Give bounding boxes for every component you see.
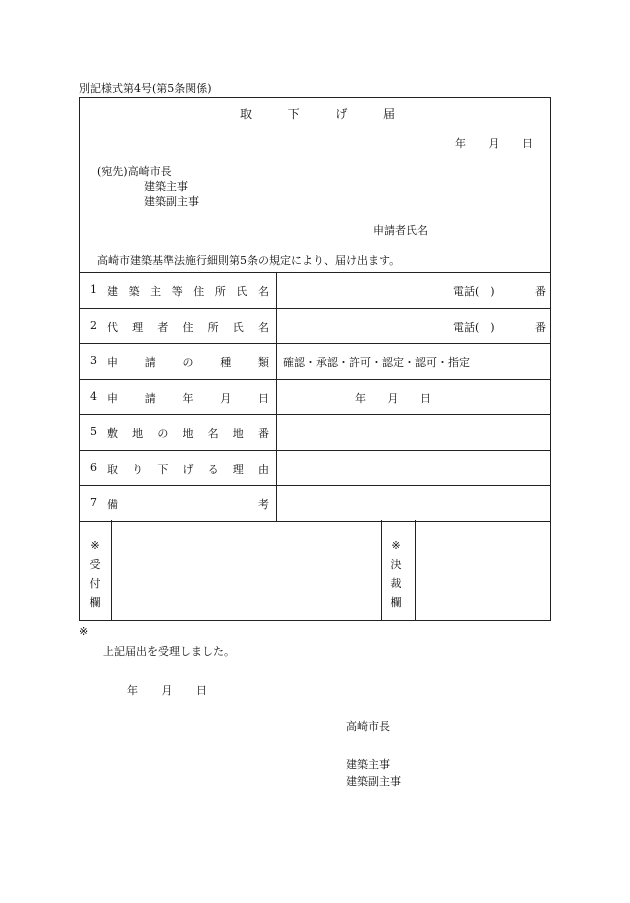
addressee-mayor: 高崎市長 bbox=[127, 165, 172, 178]
row-label-char: 請 bbox=[144, 356, 156, 369]
row-label-char: 氏 bbox=[232, 320, 244, 334]
row-label-char: 氏 bbox=[236, 285, 248, 298]
row-label-char: 番 bbox=[257, 427, 269, 440]
decision-char: ※ bbox=[391, 539, 401, 552]
row-label-char: 種 bbox=[220, 356, 232, 369]
row-label-char: 築 bbox=[128, 285, 140, 298]
footer-deputy-official: 建築副主事 bbox=[346, 775, 401, 788]
addressee-official: 建築主事 bbox=[144, 180, 188, 193]
row-separator bbox=[80, 414, 550, 415]
row-label-char: 理 bbox=[232, 462, 244, 476]
row-label bbox=[107, 425, 269, 441]
row-separator bbox=[80, 485, 550, 486]
phone-number-suffix: 番 bbox=[535, 285, 546, 298]
row-label-char: 所 bbox=[214, 285, 226, 298]
phone-label: 電話( ) bbox=[453, 285, 495, 298]
form-title bbox=[240, 105, 395, 122]
row-label-char: 申 bbox=[107, 356, 118, 369]
row-number: 7 bbox=[90, 496, 97, 509]
reception-char: 欄 bbox=[89, 596, 101, 609]
applicant-name-label: 申請者氏名 bbox=[373, 224, 428, 237]
row-label-char: 月 bbox=[220, 391, 232, 405]
row-label-char: 備 bbox=[107, 498, 118, 511]
row-column-divider bbox=[276, 414, 277, 450]
row-separator bbox=[80, 450, 550, 451]
reception-char: 受 bbox=[89, 558, 101, 571]
title-char: 下 bbox=[287, 107, 300, 121]
row-label-char: の bbox=[182, 356, 194, 369]
row-label-char: 年 bbox=[182, 391, 194, 405]
decision-char: 裁 bbox=[390, 577, 402, 590]
row-label-char: 名 bbox=[207, 427, 219, 440]
row-number: 1 bbox=[90, 283, 97, 296]
row-label bbox=[107, 390, 269, 406]
row-separator bbox=[80, 379, 550, 380]
title-char: げ bbox=[335, 107, 348, 121]
date-unit: 月 bbox=[488, 137, 500, 150]
row-label-char: 申 bbox=[107, 391, 118, 405]
date-unit: 年 bbox=[455, 137, 466, 150]
row-column-divider bbox=[276, 450, 277, 486]
row-label-char: 敷 bbox=[107, 427, 118, 440]
date-unit: 日 bbox=[196, 684, 207, 697]
row-label-char: 住 bbox=[182, 320, 194, 334]
row-number: 2 bbox=[90, 318, 97, 332]
row-label-char: 名 bbox=[257, 285, 269, 298]
row-label-char: 類 bbox=[258, 356, 269, 369]
row-separator bbox=[80, 343, 550, 344]
title-char: 取 bbox=[240, 107, 253, 121]
row-separator bbox=[80, 272, 550, 273]
row-label-char: 所 bbox=[207, 320, 219, 334]
date-unit: 月 bbox=[387, 391, 399, 405]
addressee-deputy-official: 建築副主事 bbox=[144, 195, 199, 208]
row-label-char: 考 bbox=[258, 498, 269, 511]
row-label-char: 建 bbox=[107, 285, 118, 298]
row-column-divider bbox=[276, 308, 277, 344]
row-column-divider bbox=[276, 272, 277, 308]
reception-char: ※ bbox=[90, 539, 100, 552]
row-number: 4 bbox=[90, 389, 97, 403]
row-label-char: げ bbox=[182, 462, 194, 476]
application-date bbox=[355, 390, 431, 406]
row-label-char: 代 bbox=[107, 320, 118, 334]
row-label-char: 下 bbox=[157, 462, 169, 476]
row-label-char: 主 bbox=[150, 285, 162, 298]
received-statement: 上記届出を受理しました。 bbox=[103, 645, 235, 658]
row-column-divider bbox=[276, 343, 277, 379]
row-number: 6 bbox=[90, 460, 97, 474]
row-label-char: 地 bbox=[232, 427, 244, 440]
row-label-char: り bbox=[132, 462, 144, 476]
row-label-char: 等 bbox=[171, 285, 183, 298]
addressee-line bbox=[97, 163, 172, 179]
row-label-char: 由 bbox=[257, 462, 269, 476]
row-column-divider bbox=[276, 379, 277, 415]
date-unit: 年 bbox=[355, 391, 366, 405]
row-number: 5 bbox=[90, 425, 97, 438]
decision-char: 欄 bbox=[390, 596, 402, 609]
date-unit: 年 bbox=[127, 684, 138, 697]
title-char: 届 bbox=[382, 107, 395, 121]
date-unit: 日 bbox=[522, 137, 533, 150]
phone-label: 電話( ) bbox=[453, 320, 495, 334]
footer-note-mark: ※ bbox=[79, 625, 89, 638]
submission-date bbox=[455, 135, 533, 151]
row-label bbox=[107, 283, 269, 299]
application-type-options: 確認・承認・許可・認定・認可・指定 bbox=[283, 356, 470, 369]
row-label bbox=[107, 354, 269, 370]
row-label bbox=[107, 461, 269, 477]
decision-char: 決 bbox=[390, 558, 402, 571]
reception-divider bbox=[111, 520, 112, 620]
reception-char: 付 bbox=[89, 577, 101, 590]
reception-column-label bbox=[84, 536, 106, 612]
row-label-char: 取 bbox=[107, 462, 118, 476]
row-label-char: 請 bbox=[144, 391, 156, 405]
date-unit: 日 bbox=[420, 391, 431, 405]
declaration-text: 高崎市建築基準法施行細則第5条の規定により、届け出ます。 bbox=[97, 254, 401, 267]
row-column-divider bbox=[276, 485, 277, 521]
row-label-char: 名 bbox=[257, 320, 269, 334]
received-date bbox=[127, 682, 207, 698]
row-label-char: 住 bbox=[193, 285, 205, 298]
row-label-char: 地 bbox=[132, 427, 144, 440]
footer-official: 建築主事 bbox=[346, 758, 390, 771]
row-separator bbox=[80, 308, 550, 309]
form-number-label: 別記様式第4号(第5条関係) bbox=[79, 82, 212, 95]
row-label-char: 地 bbox=[182, 427, 194, 440]
decision-column-label bbox=[385, 536, 407, 612]
section-divider bbox=[381, 520, 382, 620]
table-bottom-line bbox=[80, 521, 550, 522]
row-label-char: 日 bbox=[258, 391, 269, 405]
row-label bbox=[107, 319, 269, 335]
form-frame bbox=[79, 97, 551, 621]
row-label-char: の bbox=[157, 427, 169, 440]
date-unit: 月 bbox=[161, 684, 173, 697]
addressee-prefix: (宛先) bbox=[97, 165, 128, 178]
decision-divider bbox=[415, 520, 416, 620]
row-label-char: 者 bbox=[157, 320, 169, 334]
phone-number-suffix: 番 bbox=[535, 320, 546, 334]
footer-mayor: 高崎市長 bbox=[346, 720, 390, 733]
row-label-char: 理 bbox=[132, 320, 144, 334]
row-label-char: る bbox=[207, 462, 219, 476]
row-label bbox=[107, 496, 269, 512]
row-number: 3 bbox=[90, 354, 97, 367]
